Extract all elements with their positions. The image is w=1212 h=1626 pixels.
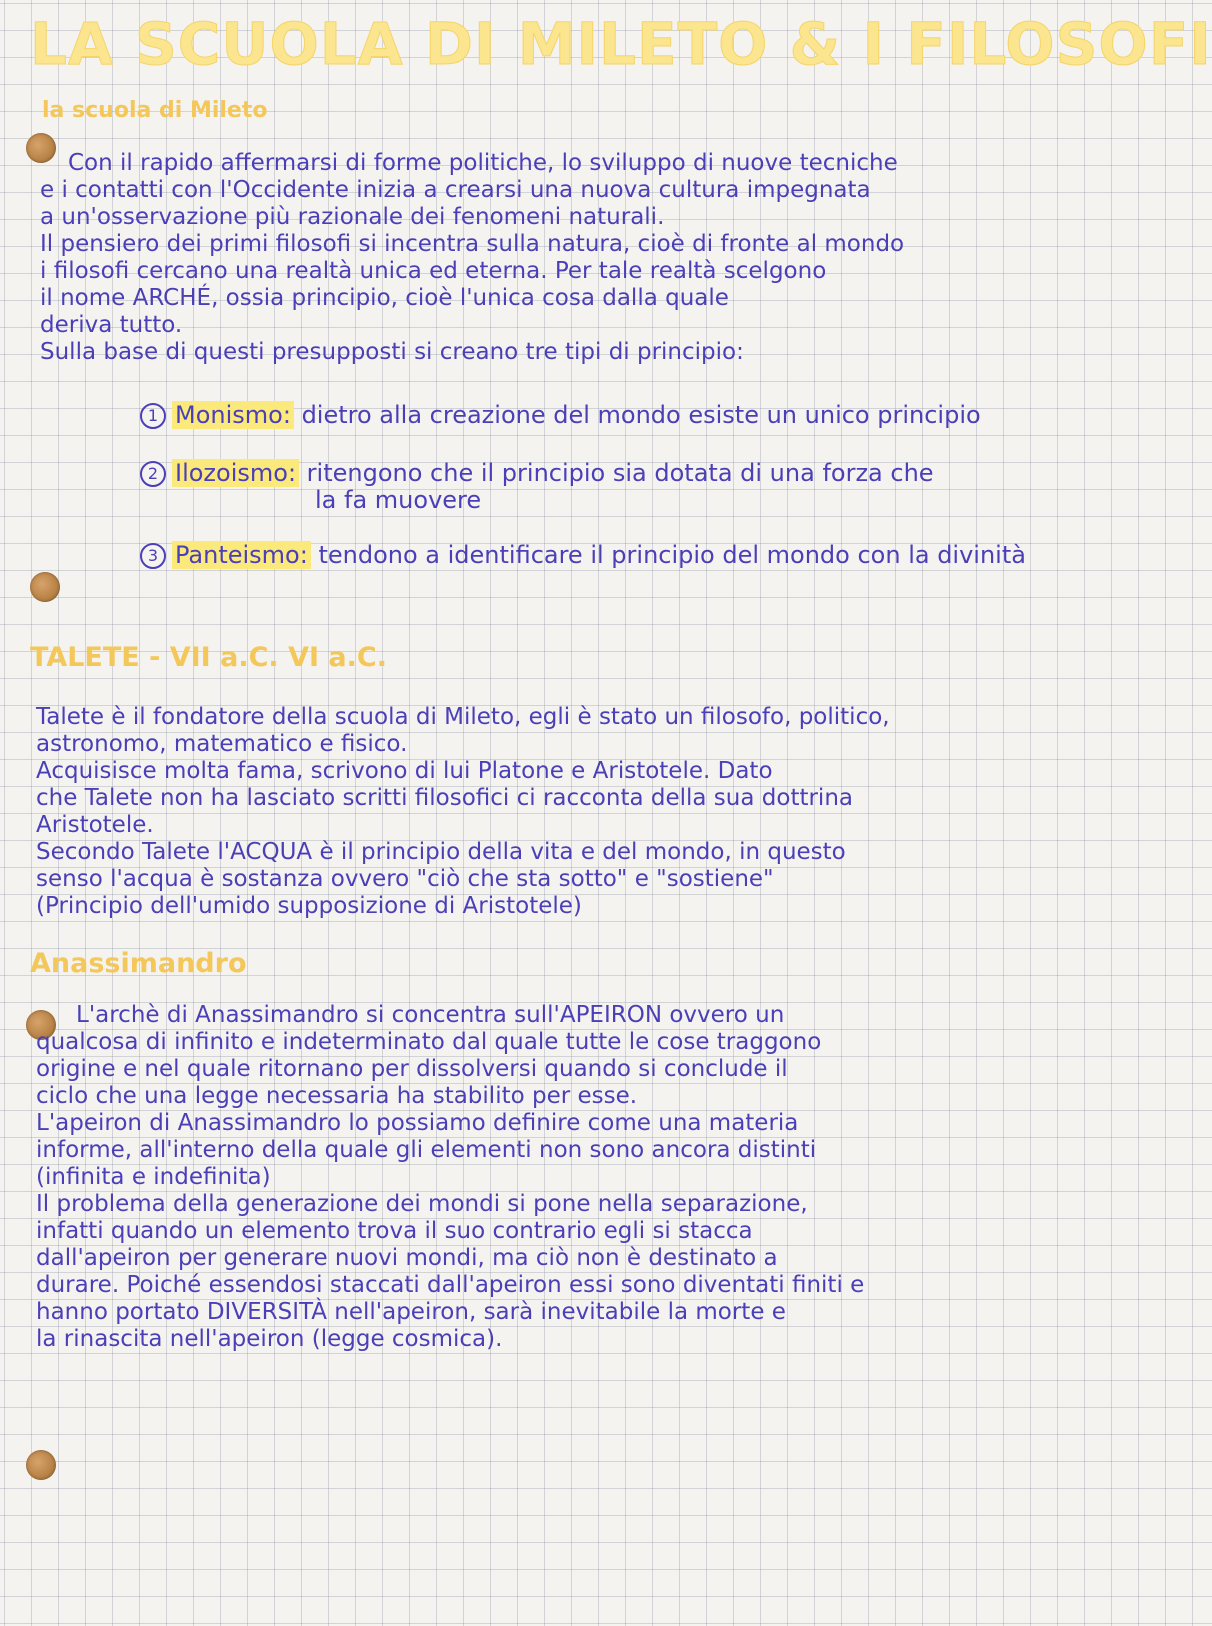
text-line: astronomo, matematico e fisico.	[36, 731, 408, 757]
text-line: Talete è il fondatore della scuola di Mileto, egli è stato un filosofo, politico,	[36, 704, 890, 730]
text-line: informe, all'interno della quale gli elementi non sono ancora distinti	[36, 1137, 817, 1163]
talete-paragraph	[36, 704, 890, 920]
section-heading-anassimandro: Anassimandro	[30, 948, 247, 979]
text-line: Il problema della generazione dei mondi si pone nella separazione,	[36, 1191, 808, 1217]
principle-panteismo	[140, 542, 1026, 569]
intro-paragraph	[40, 150, 904, 366]
text-line: Con il rapido affermarsi di forme politiche, lo sviluppo di nuove tecniche	[68, 150, 898, 176]
binder-hole	[26, 1450, 56, 1480]
text-line: deriva tutto.	[40, 312, 183, 338]
principle-ilozoismo	[140, 460, 934, 514]
text-line: Aristotele.	[36, 812, 154, 838]
principle-text: tendono a identificare il principio del mondo con la divinità	[318, 541, 1026, 569]
text-line: L'archè di Anassimandro si concentra sull'APEIRON ovvero un	[76, 1002, 785, 1028]
text-line: Sulla base di questi presupposti si creano tre tipi di principio:	[40, 339, 744, 365]
text-line: il nome ARCHÉ, ossia principio, cioè l'unica cosa dalla quale	[40, 285, 729, 311]
principle-text: la fa muovere	[315, 486, 482, 514]
text-line: (Principio dell'umido supposizione di Aristotele)	[36, 893, 582, 919]
section-heading-mileto: la scuola di Mileto	[42, 98, 268, 123]
text-line: qualcosa di infinito e indeterminato dal quale tutte le cose traggono	[36, 1029, 822, 1055]
text-line: i filosofi cercano una realtà unica ed eterna. Per tale realtà scelgono	[40, 258, 827, 284]
text-line: che Talete non ha lasciato scritti filosofici ci racconta della sua dottrina	[36, 785, 853, 811]
text-line: L'apeiron di Anassimandro lo possiamo definire come una materia	[36, 1110, 799, 1136]
principle-term: Monismo:	[172, 401, 294, 429]
text-line: Acquisisce molta fama, scrivono di lui Platone e Aristotele. Dato	[36, 758, 773, 784]
text-line: (infinita e indefinita)	[36, 1164, 271, 1190]
text-line: la rinascita nell'apeiron (legge cosmica).	[36, 1326, 503, 1352]
text-line: dall'apeiron per generare nuovi mondi, ma ciò non è destinato a	[36, 1245, 778, 1271]
text-line: ciclo che una legge necessaria ha stabilito per esse.	[36, 1083, 638, 1109]
text-line: infatti quando un elemento trova il suo contrario egli si stacca	[36, 1218, 753, 1244]
page-title: LA SCUOLA DI MILETO & I FILOSOFI	[30, 10, 1212, 78]
number-circle: 3	[140, 543, 166, 569]
principle-text: dietro alla creazione del mondo esiste un unico principio	[301, 401, 981, 429]
section-heading-talete: TALETE - VII a.C. VI a.C.	[30, 642, 387, 673]
text-line: origine e nel quale ritornano per dissolversi quando si conclude il	[36, 1056, 788, 1082]
text-line: hanno portato DIVERSITÀ nell'apeiron, sarà inevitabile la morte e	[36, 1299, 786, 1325]
text-line: durare. Poiché essendosi staccati dall'apeiron essi sono diventati finiti e	[36, 1272, 865, 1298]
number-circle: 1	[140, 403, 166, 429]
principle-term: Ilozoismo:	[172, 459, 299, 487]
principle-text: ritengono che il principio sia dotata di una forza che	[306, 459, 934, 487]
binder-hole	[30, 572, 60, 602]
text-line: a un'osservazione più razionale dei fenomeni naturali.	[40, 204, 665, 230]
text-line: e i contatti con l'Occidente inizia a crearsi una nuova cultura impegnata	[40, 177, 871, 203]
principle-term: Panteismo:	[172, 541, 311, 569]
text-line: Secondo Talete l'ACQUA è il principio della vita e del mondo, in questo	[36, 839, 846, 865]
principle-monismo	[140, 402, 981, 429]
number-circle: 2	[140, 461, 166, 487]
text-line: Il pensiero dei primi filosofi si incentra sulla natura, cioè di fronte al mondo	[40, 231, 905, 257]
text-line: senso l'acqua è sostanza ovvero "ciò che sta sotto" e "sostiene"	[36, 866, 774, 892]
anassimandro-paragraph	[36, 1002, 864, 1353]
